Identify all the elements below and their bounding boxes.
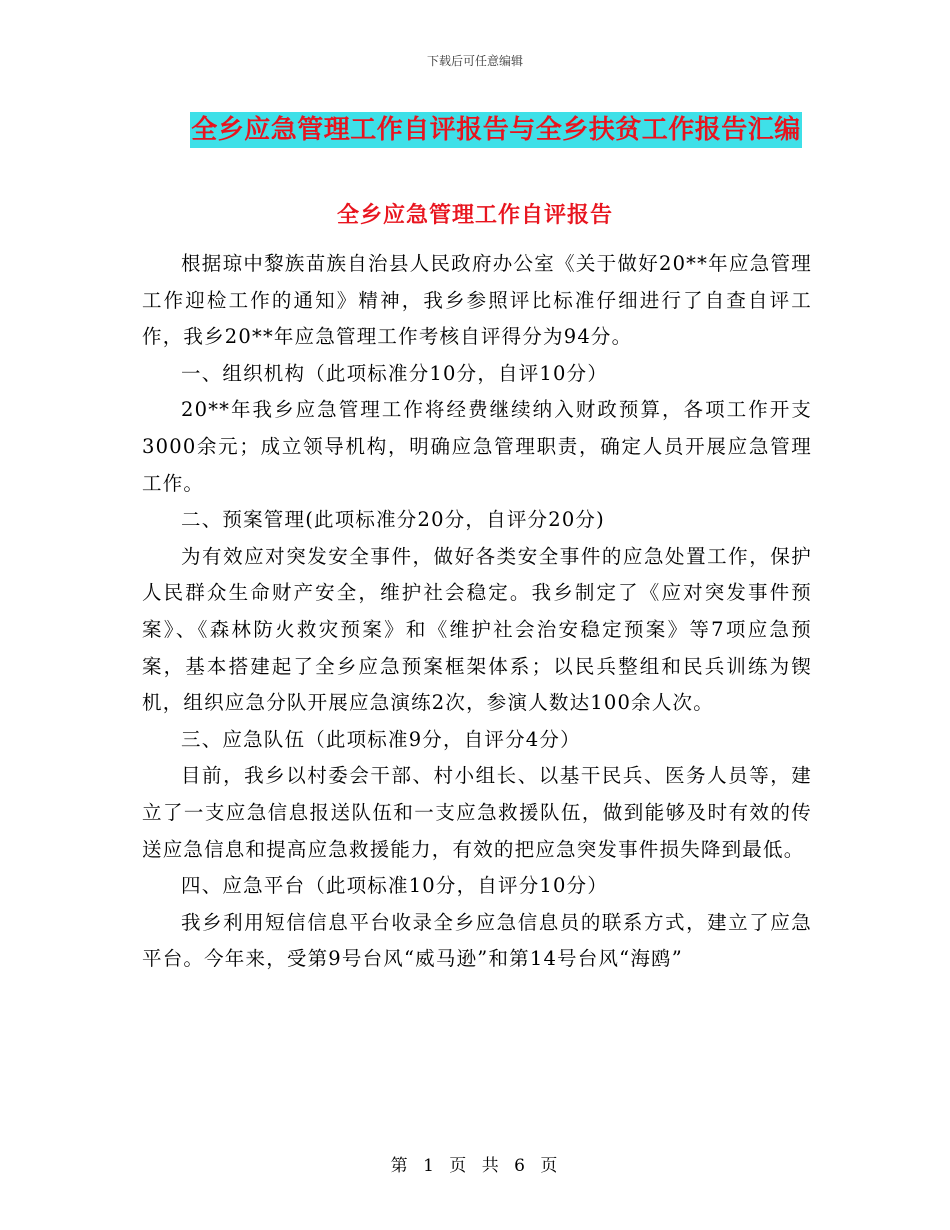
page-number-footer: 第 1 页 共 6 页: [390, 1156, 560, 1176]
heading-emergency-platform: 四、应急平台（此项标准10分，自评分10分）: [181, 874, 609, 898]
paragraph-organization: 20**年我乡应急管理工作将经费继续纳入财政预算，各项工作开支3000余元；成立领导机构，明确应急管理职责，确定人员开展应急管理工作。: [142, 398, 812, 495]
paragraph-emergency-team: 目前，我乡以村委会干部、村小组长、以基干民兵、医务人员等，建立了一支应急信息报送队伍和一支应急救援队伍，做到能够及时有效的传送应急信息和提高应急救援能力，有效的把应急突发事件损失降到最低。: [142, 764, 812, 861]
document-body: [142, 246, 812, 978]
heading-organization: 一、组织机构（此项标准分10分，自评10分）: [181, 361, 609, 385]
document-main-title: 全乡应急管理工作自评报告与全乡扶贫工作报告汇编: [190, 112, 802, 148]
paragraph-emergency-platform: 我乡利用短信信息平台收录全乡应急信息员的联系方式，建立了应急平台。今年来，受第9号台风“威马逊”和第14号台风“海鸥”: [142, 910, 812, 971]
paragraph-intro: 根据琼中黎族苗族自治县人民政府办公室《关于做好20**年应急管理工作迎检工作的通知》精神，我乡参照评比标准仔细进行了自查自评工作，我乡20**年应急管理工作考核自评得分为94分。: [142, 252, 812, 349]
heading-emergency-team: 三、应急队伍（此项标准9分，自评分4分）: [181, 727, 581, 751]
page-header-note: 下载后可任意编辑: [426, 54, 523, 68]
heading-plan-management: 二、预案管理(此项标准分20分，自评分20分): [181, 508, 605, 532]
paragraph-plan-management: 为有效应对突发安全事件，做好各类安全事件的应急处置工作，保护人民群众生命财产安全，维护社会稳定。我乡制定了《应对突发事件预案》、《森林防火救灾预案》和《维护社会治安稳定预案》等7项应急预案，基本搭建起了全乡应急预案框架体系；以民兵整组和民兵训练为锲机，组织应急分队开展应急演练2次，参演人数达100余人次。: [142, 544, 812, 715]
section-title: 全乡应急管理工作自评报告: [336, 203, 613, 228]
